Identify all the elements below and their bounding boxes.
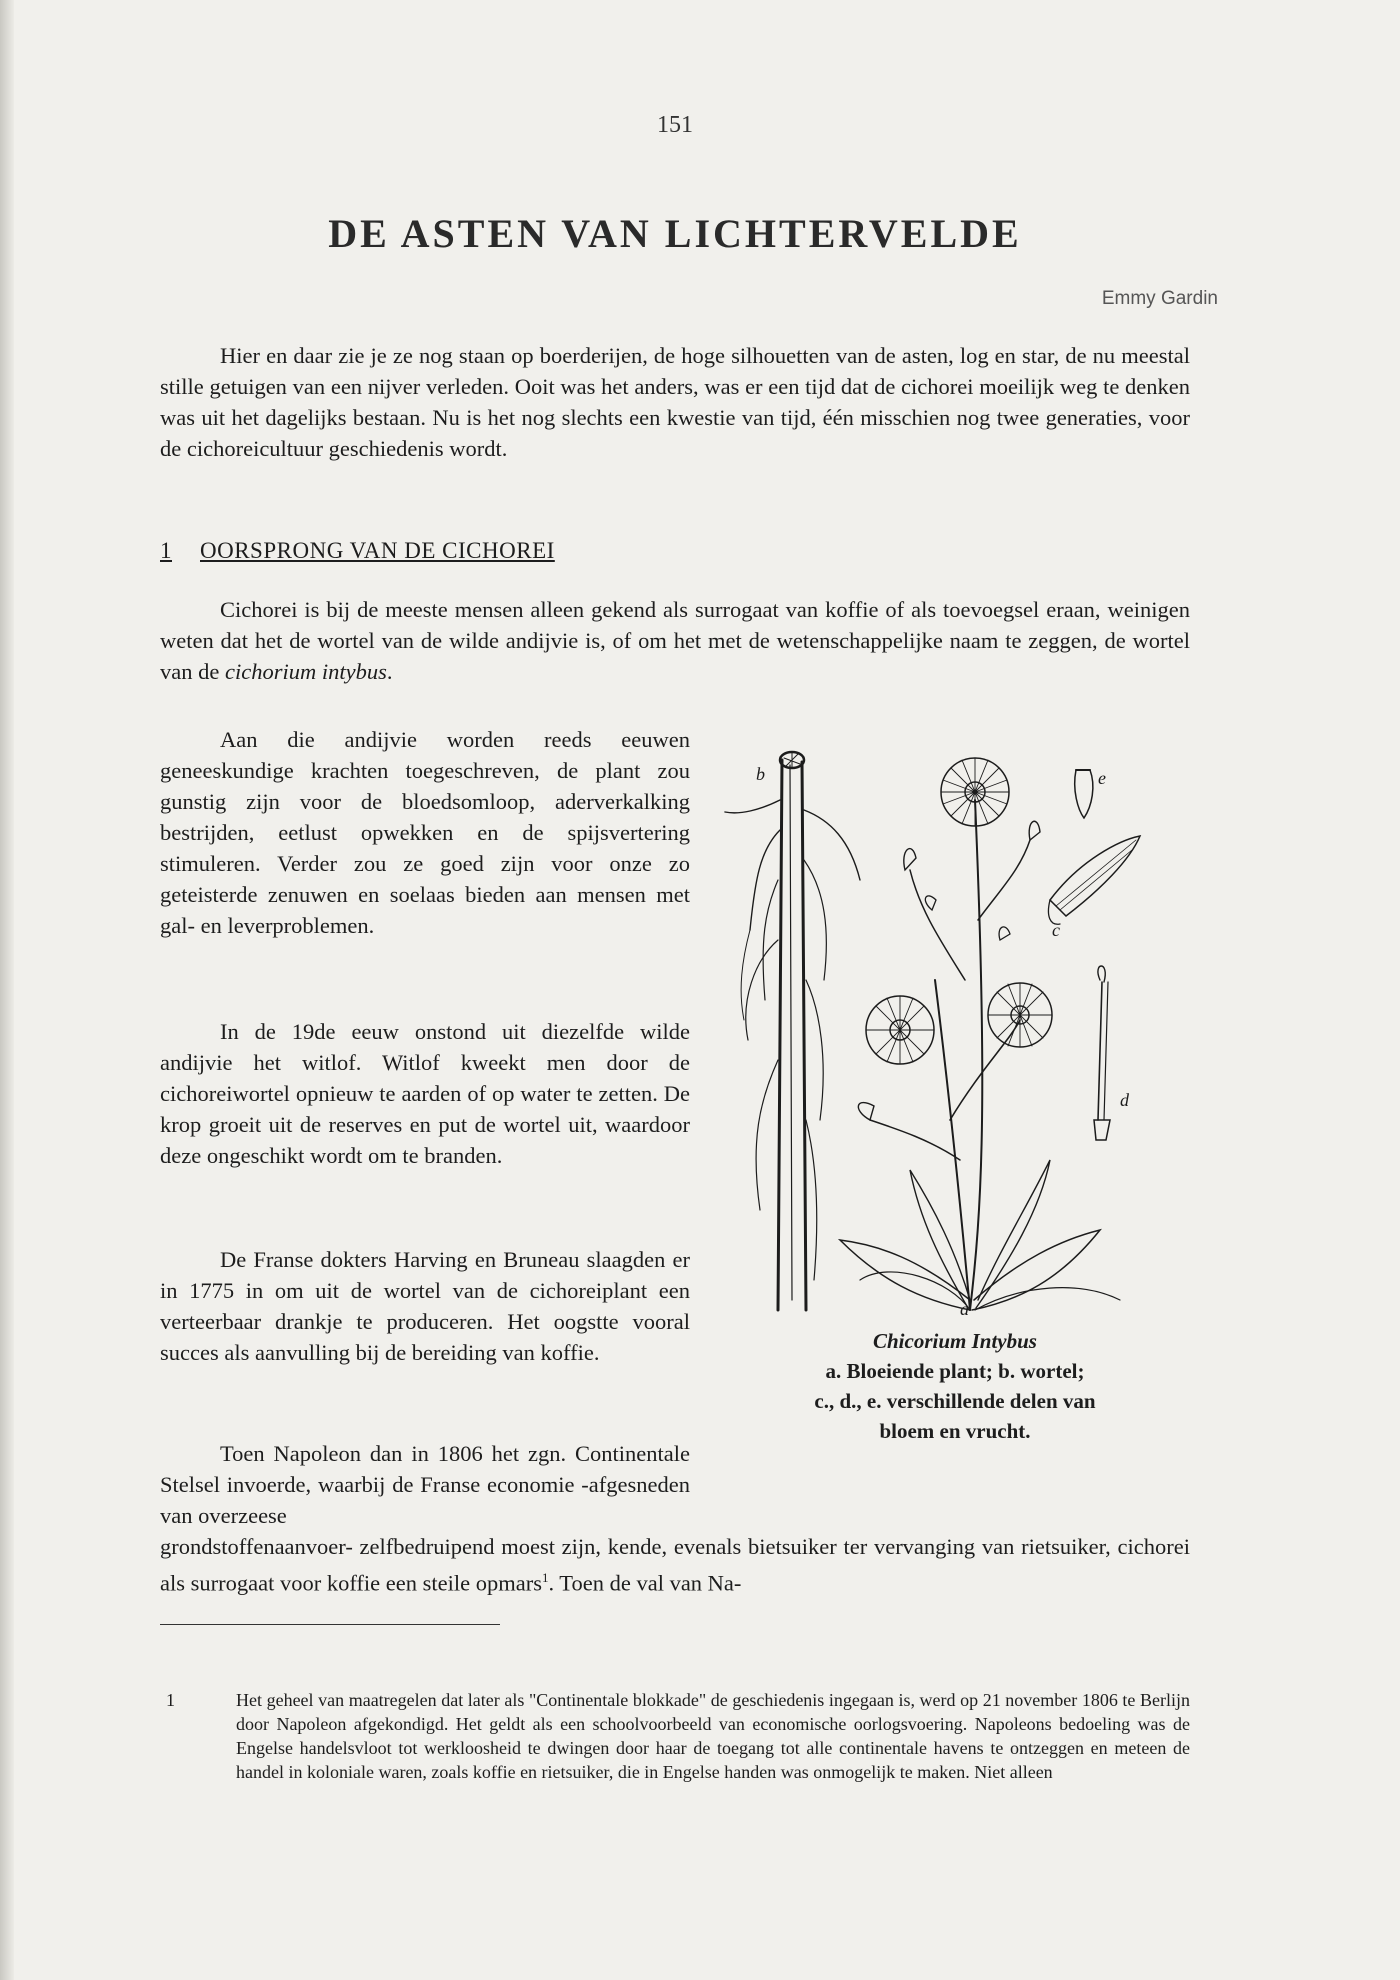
- section-number: 1: [160, 538, 172, 563]
- paragraph-cichorei: [160, 594, 1190, 687]
- paragraph-andijvie: Aan die andijvie worden reeds eeuwen geneeskundige krachten toegeschreven, de plant zou gunstig zijn voor de bloedsomloop, aderverkalking bestrijden, eetlust opwekken en de spijsvertering stimuleren. Verder zou ze goed zijn voor onze zo geteisterde zenuwen en soelaas bieden aan mensen met gal- en leverproblemen.: [160, 727, 690, 938]
- paragraph-text: Cichorei is bij de meeste mensen alleen gekend als surrogaat van koffie of als toevoegsel eraan, weinigen weten dat het de wortel van de wilde andijvie is, of om het met de wetenschappelijke naam te zeggen, de wortel van de: [160, 597, 1190, 684]
- latin-name: cichorium intybus: [224, 659, 387, 684]
- caption-line: c., d., e. verschillende delen van: [814, 1389, 1096, 1413]
- figure-label-a: a: [960, 1299, 969, 1319]
- author: Emmy Gardin: [1101, 288, 1218, 309]
- paragraph-napoleon: Toen Napoleon dan in 1806 het zgn. Continentale Stelsel invoerde, waarbij de Franse economie -afgesneden van overzeese: [160, 1441, 690, 1528]
- paragraph-franse-dokters: De Franse dokters Harving en Bruneau slaagden er in 1775 in om uit de wortel van de cichoreiplant een verteerbaar drankje te produceren. Het oogstte vooral succes als aanvulling bij de bereiding van koffie.: [160, 1247, 690, 1365]
- caption-title: Chicorium Intybus: [873, 1329, 1037, 1353]
- chicory-plant-drawing: [720, 740, 1190, 1320]
- scan-edge: [0, 0, 14, 1980]
- article-title: DE ASTEN VAN LICHTERVELDE: [328, 211, 1022, 256]
- figure-label-d: d: [1120, 1090, 1129, 1110]
- paragraph-end: .: [386, 659, 393, 684]
- paragraph-end: . Toen de val van Na-: [548, 1570, 742, 1596]
- footnote-reference[interactable]: 1: [541, 1570, 549, 1585]
- intro-paragraph: Hier en daar zie je ze nog staan op boerderijen, de hoge silhouetten van de asten, log en star, de nu meestal stille getuigen van een nijver verleden. Ooit was het anders, was er een tijd dat de cichorei moeilijk weg te denken was uit het dagelijks bestaan. Nu is het nog slechts een kwestie van tijd, één misschien nog twee generaties, voor de cichoreicultuur geschiedenis wordt.: [160, 343, 1190, 461]
- section-title: OORSPRONG VAN DE CICHOREI: [200, 538, 555, 563]
- figure-label-c: c: [1052, 920, 1060, 940]
- figure-label-e: e: [1098, 768, 1106, 788]
- section-heading: [160, 538, 555, 564]
- footnote-text: Het geheel van maatregelen dat later als "Continentale blokkade" de geschiedenis ingegaan is, werd op 21 november 1806 te Berlijn door Napoleon afgekondigd. Het geldt als een schoolvoorbeeld van economische oorlogsvoering. Napoleons bedoeling was de Engelse handelsvloot tot werkloosheid te dwingen door haar de toegang tot alle continentale havens te ontzeggen en meteen de handel in koloniale waren, zoals koffie en rietsuiker, die in Engelse handen was onmogelijk te maken. Niet alleen: [236, 1690, 1190, 1782]
- paragraph-text: grondstoffenaanvoer- zelfbedruipend moest zijn, kende, evenals bietsuiker ter vervanging van rietsuiker, cichorei als surrogaat voor koffie een steile opmars: [160, 1534, 1190, 1596]
- footnote-number: 1: [166, 1690, 175, 1710]
- figure-caption: [720, 1326, 1190, 1446]
- document-page: [160, 0, 1218, 1980]
- footnote-divider: [160, 1624, 500, 1625]
- caption-line: bloem en vrucht.: [879, 1419, 1031, 1443]
- flower-head: [988, 983, 1052, 1047]
- figure-label-b: b: [756, 764, 765, 784]
- caption-line: a. Bloeiende plant; b. wortel;: [825, 1359, 1085, 1383]
- paragraph-napoleon-continued: [160, 1531, 1190, 1599]
- page-number: 151: [657, 112, 693, 138]
- chicory-illustration: [720, 740, 1190, 1320]
- flower-head: [941, 758, 1009, 826]
- flower-head: [866, 996, 934, 1064]
- paragraph-witlof: In de 19de eeuw onstond uit diezelfde wilde andijvie het witlof. Witlof kweekt men door de cichoreiwortel opnieuw te aarden of op water te zetten. De krop groeit uit de reserves en put de wortel uit, waardoor deze ongeschikt wordt om te branden.: [160, 1019, 690, 1168]
